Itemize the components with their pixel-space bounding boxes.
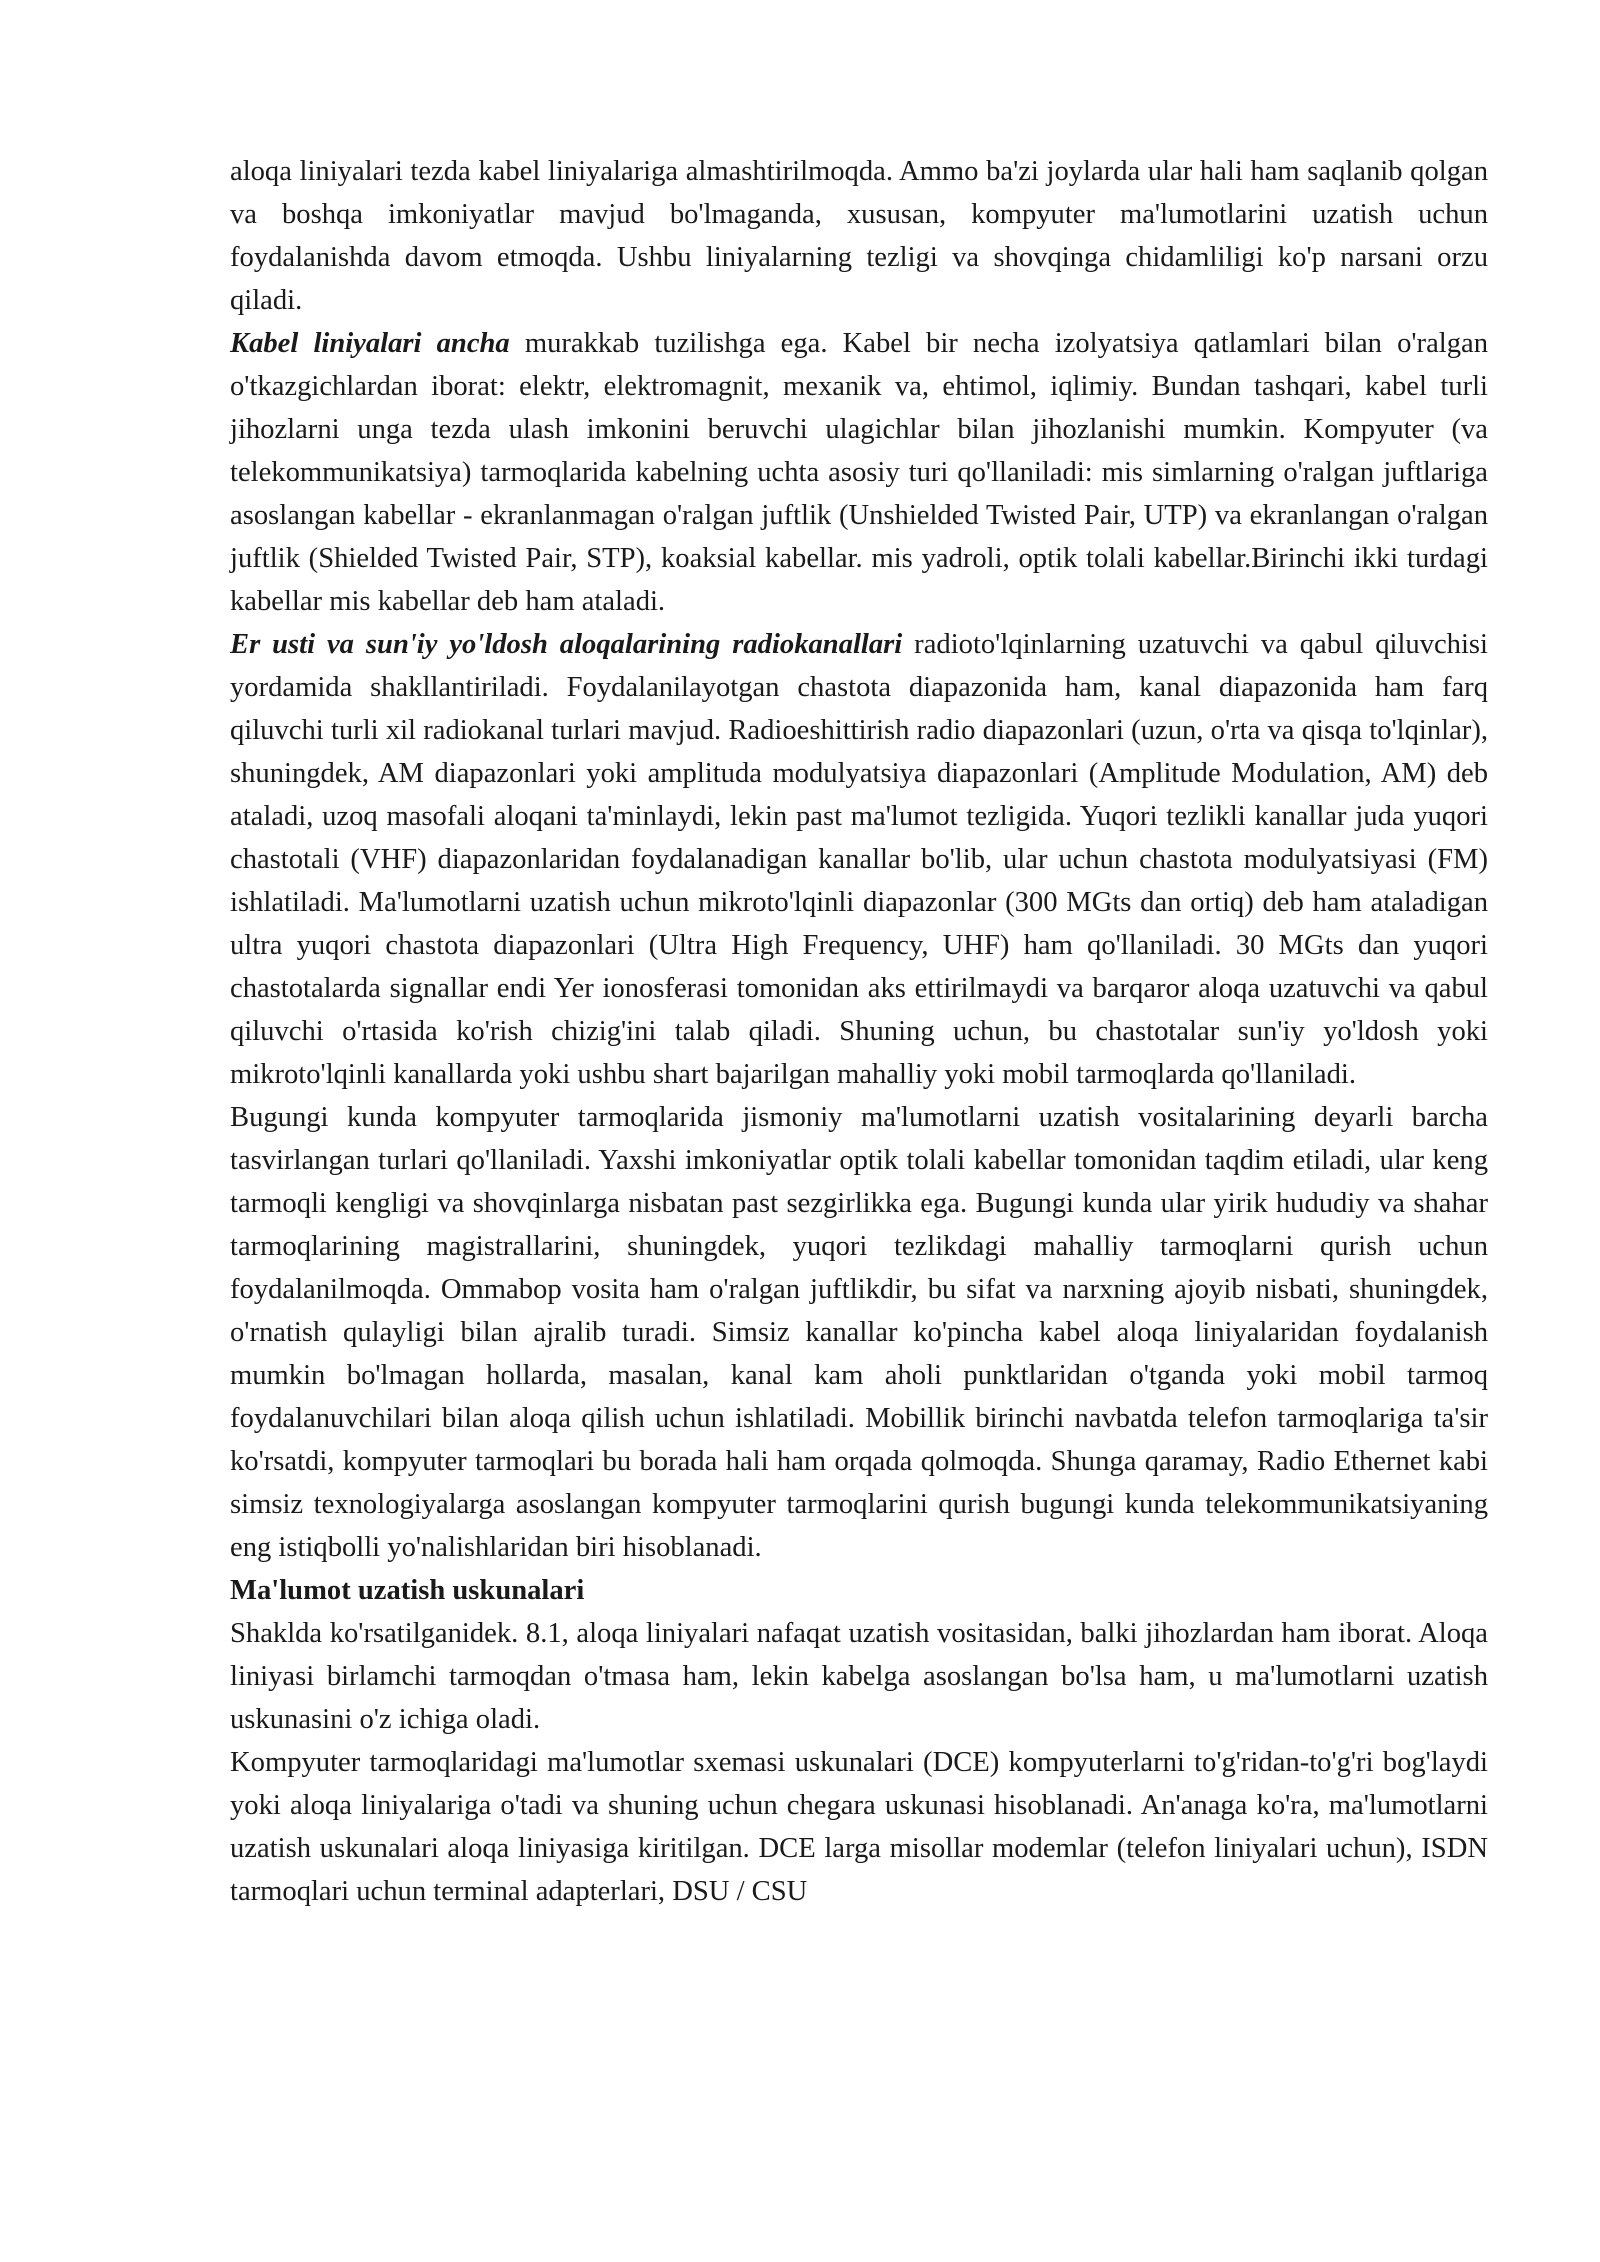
paragraph-radio-channels-text: radioto'lqinlarning uzatuvchi va qabul qiluvchisi yordamida shakllantiriladi. Foydalanilayotgan chastota diapazonida ham, kanal diapazonida ham farq qiluvchi turli xil radiokanal turlari mavjud. Radioeshittirish radio diapazonlari (uzun, o'rta va qisqa to'lqinlar), shuningdek, AM diapazonlari yoki amplituda modulyatsiya diapazonlari (Amplitude Modulation, AM) deb ataladi, uzoq masofali aloqani ta'minlaydi, lekin past ma'lumot tezligida. Yuqori tezlikli kanallar juda yuqori chastotali (VHF) diapazonlaridan foydalanadigan kanallar bo'lib, ular uchun chastota modulyatsiyasi (FM) ishlatiladi. Ma'lumotlarni uzatish uchun mikroto'lqinli diapazonlar (300 MGts dan ortiq) deb ham ataladigan ultra yuqori chastota diapazonlari (Ultra High Frequency, UHF) ham qo'llaniladi. 30 MGts dan yuqori chastotalarda signallar endi Yer ionosferasi tomonidan aks ettirilmaydi va barqaror aloqa uzatuvchi va qabul qiluvchi o'rtasida ko'rish chizig'ini talab qiladi. Shuning uchun, bu chastotalar sun'iy yo'ldosh yoki mikroto'lqinli kanallarda yoki ushbu shart bajarilgan mahalliy yoki mobil tarmoqlarda qo'llaniladi.	[230, 629, 1489, 1090]
paragraph-figure-reference: Shaklda ko'rsatilganidek. 8.1, aloqa liniyalari nafaqat uzatish vositasidan, balki jihozlardan ham iborat. Aloqa liniyasi birlamchi tarmoqdan o'tmasa ham, lekin kabelga asoslangan bo'lsa ham, u ma'lumotlarni uzatish uskunasini o'z ichiga oladi.	[230, 1618, 1488, 1735]
term-radio-channels: Er usti va sun'iy yo'ldosh aloqalarining radiokanallari	[230, 629, 903, 660]
paragraph-cable-lines	[230, 322, 1488, 623]
paragraph-dce-equipment: Kompyuter tarmoqlaridagi ma'lumotlar sxemasi uskunalari (DCE) kompyuterlarni to'g'ridan-to'g'ri bog'laydi yoki aloqa liniyalariga o'tadi va shuning uchun chegara uskunasi hisoblanadi. An'anaga ko'ra, ma'lumotlarni uzatish uskunalari aloqa liniyasiga kiritilgan. DCE larga misollar modemlar (telefon liniyalari uchun), ISDN tarmoqlari uchun terminal adapterlari, DSU / CSU	[230, 1747, 1488, 1907]
document-page	[230, 150, 1488, 1913]
paragraph-radio-channels	[230, 623, 1488, 1096]
paragraph-telephone-lines: aloqa liniyalari tezda kabel liniyalariga almashtirilmoqda. Ammo ba'zi joylarda ular hali ham saqlanib qolgan va boshqa imkoniyatlar mavjud bo'lmaganda, xususan, kompyuter ma'lumotlarini uzatish uchun foydalanishda davom etmoqda. Ushbu liniyalarning tezligi va shovqinga chidamliligi ko'p narsani orzu qiladi.	[230, 156, 1488, 316]
paragraph-transmission-media-today: Bugungi kunda kompyuter tarmoqlarida jismoniy ma'lumotlarni uzatish vositalarining deyarli barcha tasvirlangan turlari qo'llaniladi. Yaxshi imkoniyatlar optik tolali kabellar tomonidan taqdim etiladi, ular keng tarmoqli kengligi va shovqinlarga nisbatan past sezgirlikka ega. Bugungi kunda ular yirik hududiy va shahar tarmoqlarining magistrallarini, shuningdek, yuqori tezlikdagi mahalliy tarmoqlarni qurish uchun foydalanilmoqda. Ommabop vosita ham o'ralgan juftlikdir, bu sifat va narxning ajoyib nisbati, shuningdek, o'rnatish qulayligi bilan ajralib turadi. Simsiz kanallar ko'pincha kabel aloqa liniyalaridan foydalanish mumkin bo'lmagan hollarda, masalan, kanal kam aholi punktlaridan o'tganda yoki mobil tarmoq foydalanuvchilari bilan aloqa qilish uchun ishlatiladi. Mobillik birinchi navbatda telefon tarmoqlariga ta'sir ko'rsatdi, kompyuter tarmoqlari bu borada hali ham orqada qolmoqda. Shunga qaramay, Radio Ethernet kabi simsiz texnologiyalarga asoslangan kompyuter tarmoqlarini qurish bugungi kunda telekommunikatsiyaning eng istiqbolli yo'nalishlaridan biri hisoblanadi.	[230, 1102, 1488, 1563]
section-heading: Ma'lumot uzatish uskunalari	[230, 1575, 585, 1606]
term-cable-lines: Kabel liniyalari ancha	[230, 328, 510, 359]
paragraph-cable-lines-text: murakkab tuzilishga ega. Kabel bir necha izolyatsiya qatlamlari bilan o'ralgan o'tkazgichlardan iborat: elektr, elektromagnit, mexanik va, ehtimol, iqlimiy. Bundan tashqari, kabel turli jihozlarni unga tezda ulash imkonini beruvchi ulagichlar bilan jihozlanishi mumkin. Kompyuter (va telekommunikatsiya) tarmoqlarida kabelning uchta asosiy turi qo'llaniladi: mis simlarning o'ralgan juftlariga asoslangan kabellar - ekranlanmagan o'ralgan juftlik (Unshielded Twisted Pair, UTP) va ekranlangan o'ralgan juftlik (Shielded Twisted Pair, STP), koaksial kabellar. mis yadroli, optik tolali kabellar.Birinchi ikki turdagi kabellar mis kabellar deb ham ataladi.	[230, 328, 1488, 617]
